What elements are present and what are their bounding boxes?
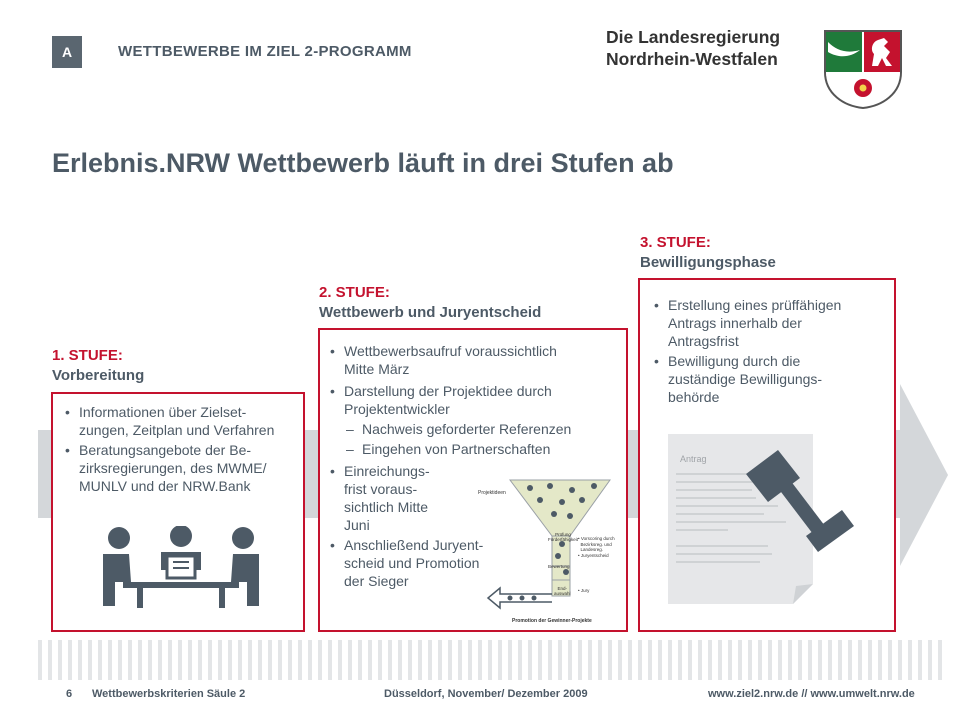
stage-1-bullet: • Beratungsangebote der Be- zirksregierungen, des MWME/ MUNLV und der NRW.Bank: [61, 441, 303, 495]
funnel-label-scoring: • Vorscoring durch Bezirksreg. und Landesreg. • Juryentscheid: [578, 536, 615, 558]
footer-right: www.ziel2.nrw.de // www.umwelt.nrw.de: [708, 688, 915, 700]
stage-1-bullet: • Informationen über Zielset- zungen, Zeitplan und Verfahren: [61, 403, 303, 439]
document-title: Antrag: [680, 454, 707, 464]
stage-2-panel: [318, 328, 628, 632]
stage-2-subbullet: – Eingehen von Partnerschaften: [326, 440, 626, 458]
meeting-people-icon: [97, 526, 265, 608]
stage-2-bullet: • Wettbewerbsaufruf voraussichtlich Mitte März: [326, 342, 626, 378]
nrw-coat-of-arms-icon: [822, 28, 904, 110]
stage-2-heading: 2. STUFE: Wettbewerb und Juryentscheid: [319, 284, 542, 321]
footer-left: Wettbewerbskriterien Säule 2: [92, 688, 246, 700]
stage-1-bullets: [61, 403, 303, 495]
stage-1-panel: [51, 392, 305, 632]
footer-pattern: [38, 640, 946, 680]
funnel-label-jury: • Jury: [578, 588, 590, 593]
funnel-label-pruefung: Prüfung Förderfähigkeit: [548, 532, 579, 542]
stage-2-bullet: • Darstellung der Projektidee durch Projektentwickler: [326, 382, 626, 418]
page-title: Erlebnis.NRW Wettbewerb läuft in drei Stufen ab: [52, 148, 674, 178]
government-logo-text: Die Landesregierung Nordrhein-Westfalen: [606, 27, 781, 69]
stage-3-bullets: [650, 296, 894, 406]
process-arrowhead: [900, 384, 948, 566]
stage-2-bullet: • Anschließend Juryent- scheid und Promotion der Sieger: [326, 536, 516, 590]
stamp-icon: [738, 444, 858, 566]
page-number: 6: [66, 688, 73, 700]
footer-center: Düsseldorf, November/ Dezember 2009: [384, 688, 588, 700]
stage-3-bullet: • Erstellung eines prüffähigen Antrags innerhalb der Antragsfrist: [650, 296, 894, 350]
stage-3-heading: 3. STUFE: Bewilligungsphase: [640, 234, 776, 271]
funnel-label-promotion: Promotion der Gewinner-Projekte: [512, 618, 592, 624]
stage-2-bullet: • Einreichungs- frist voraus- sichtlich Mitte Juni: [326, 462, 516, 534]
funnel-label-bewertung: Bewertung: [548, 564, 570, 569]
stage-2-subbullet: – Nachweis geforderter Referenzen: [326, 420, 626, 438]
section-badge: A: [52, 36, 82, 68]
stage-2-bullets: [326, 342, 626, 458]
stage-1-heading: 1. STUFE: Vorbereitung: [52, 347, 145, 384]
stage-3-panel: [638, 278, 896, 632]
stage-3-bullet: • Bewilligung durch die zuständige Bewilligungs- behörde: [650, 352, 894, 406]
funnel-label-top: Projektideen: [478, 490, 506, 496]
section-title: WETTBEWERBE IM ZIEL 2-PROGRAMM: [118, 43, 412, 60]
funnel-label-endauswahl: End- auswahl: [554, 586, 571, 596]
